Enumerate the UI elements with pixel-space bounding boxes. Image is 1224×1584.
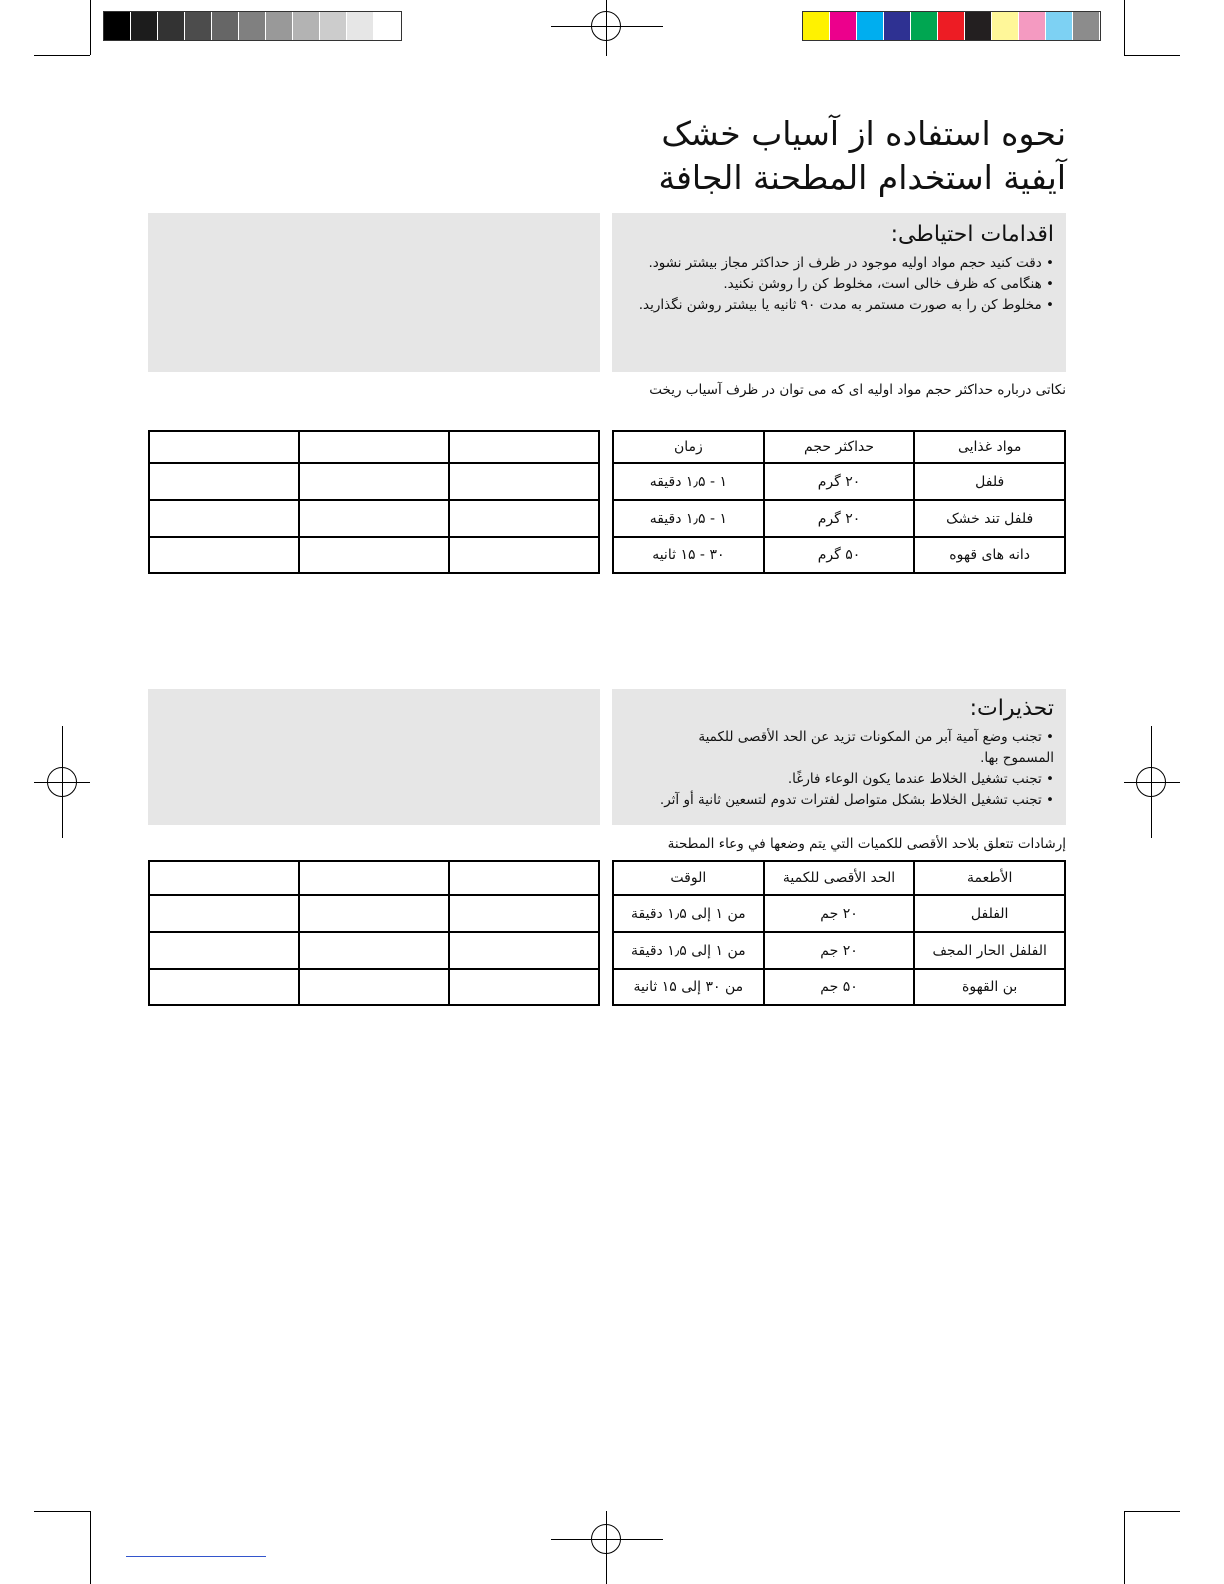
grayscale-swatch	[239, 12, 266, 40]
grayscale-swatch	[104, 12, 131, 40]
grayscale-swatch	[158, 12, 185, 40]
warning-item: • تجنب وضع آمية آبر من المكونات تزيد عن الحد الأقصى للكمية المسموح بها.	[698, 729, 1054, 766]
precautions-heading: اقدامات احتیاطی:	[890, 222, 1054, 247]
table-cell: ۵۰ گرم	[764, 537, 915, 573]
grayscale-swatch	[266, 12, 293, 40]
color-swatch	[857, 12, 884, 40]
table-cell: ۱ - ۱٫۵ دقیقه	[613, 500, 764, 537]
crop-mark	[34, 1511, 90, 1512]
color-swatch	[992, 12, 1019, 40]
table-cell: ۵۰ جم	[764, 969, 915, 1005]
color-swatch	[938, 12, 965, 40]
color-swatch	[1073, 12, 1100, 40]
table-row	[613, 500, 1065, 537]
table-header: الأطعمة	[914, 861, 1065, 895]
grayscale-swatch	[347, 12, 374, 40]
crop-mark	[1124, 0, 1125, 55]
table-row	[613, 969, 1065, 1005]
grayscale-swatch	[131, 12, 158, 40]
crop-mark	[90, 1511, 91, 1584]
crop-mark	[1124, 1511, 1180, 1512]
table-cell: ۱ - ۱٫۵ دقیقه	[613, 463, 764, 500]
precaution-item: • مخلوط کن را به صورت مستمر به مدت ۹۰ ثانیه یا بیشتر روشن نگذارید.	[638, 297, 1054, 313]
precaution-item: • هنگامی که ظرف خالی است، مخلوط کن را روشن نکنید.	[723, 276, 1054, 292]
warning-item: • تجنب تشغيل الخلاط عندما يكون الوعاء فارغًا.	[787, 771, 1054, 787]
process-color-bar	[802, 11, 1101, 41]
table-cell: فلفل تند خشک	[914, 500, 1065, 537]
grayscale-color-bar	[103, 11, 402, 41]
table-cell: ۳۰ - ۱۵ ثانیه	[613, 537, 764, 573]
footer-rule	[126, 1556, 266, 1557]
table-cell: بن القهوة	[914, 969, 1065, 1005]
color-swatch	[965, 12, 992, 40]
table-cell: من ۱ إلى ۱٫۵ دقيقة	[613, 932, 764, 969]
blank-table-left-2	[148, 860, 600, 1006]
blank-table-left	[148, 430, 600, 574]
table-cell: دانه های قهوه	[914, 537, 1065, 573]
blank-panel-left-2	[148, 689, 600, 825]
color-swatch	[1046, 12, 1073, 40]
table-row	[613, 895, 1065, 932]
grayscale-swatch	[320, 12, 347, 40]
table-header: زمان	[613, 431, 764, 463]
color-swatch	[911, 12, 938, 40]
table-row	[613, 537, 1065, 573]
table-header: مواد غذایی	[914, 431, 1065, 463]
grayscale-swatch	[293, 12, 320, 40]
page-title-persian: نحوه استفاده از آسیاب خشک	[661, 114, 1066, 153]
crop-mark	[1124, 1511, 1125, 1584]
crop-mark	[90, 0, 91, 55]
table-cell: الفلفل	[914, 895, 1065, 932]
arabic-capacity-table	[612, 860, 1066, 1006]
grayscale-swatch	[374, 12, 401, 40]
table-row	[613, 463, 1065, 500]
table-cell: ۲۰ گرم	[764, 500, 915, 537]
blank-panel-left	[148, 213, 600, 372]
crop-mark	[34, 55, 90, 56]
table-cell: من ۳۰ إلى ۱۵ ثانية	[613, 969, 764, 1005]
arabic-capacity-note: إرشادات تتعلق بلاحد الأقصى للكميات التي يتم وضعها في وعاء المطحنة	[667, 836, 1066, 852]
grayscale-swatch	[212, 12, 239, 40]
table-cell: ۲۰ جم	[764, 932, 915, 969]
persian-capacity-note: نکاتی درباره حداکثر حجم مواد اولیه ای که می توان در ظرف آسیاب ریخت	[649, 382, 1066, 398]
table-cell: فلفل	[914, 463, 1065, 500]
warnings-heading: تحذيرات:	[969, 696, 1054, 721]
color-swatch	[1019, 12, 1046, 40]
table-row	[613, 932, 1065, 969]
table-header: حداکثر حجم	[764, 431, 915, 463]
precautions-panel	[612, 213, 1066, 372]
table-cell: الفلفل الحار المجف	[914, 932, 1065, 969]
color-swatch	[803, 12, 830, 40]
table-header: الحد الأقصى للكمية	[764, 861, 915, 895]
table-cell: ۲۰ گرم	[764, 463, 915, 500]
table-header: الوقت	[613, 861, 764, 895]
grayscale-swatch	[185, 12, 212, 40]
page-title-arabic: آيفية استخدام المطحنة الجافة	[658, 158, 1066, 197]
table-cell: ۲۰ جم	[764, 895, 915, 932]
persian-capacity-table	[612, 430, 1066, 574]
warning-item: • تجنب تشغيل الخلاط بشكل متواصل لفترات تدوم لتسعين ثانية أو آثر.	[659, 792, 1054, 808]
warnings-panel	[612, 689, 1066, 825]
precaution-item: • دقت کنید حجم مواد اولیه موجود در ظرف از حداکثر مجاز بیشتر نشود.	[648, 255, 1054, 271]
color-swatch	[830, 12, 857, 40]
crop-mark	[1124, 55, 1180, 56]
color-swatch	[884, 12, 911, 40]
table-cell: من ۱ إلى ۱٫۵ دقيقة	[613, 895, 764, 932]
